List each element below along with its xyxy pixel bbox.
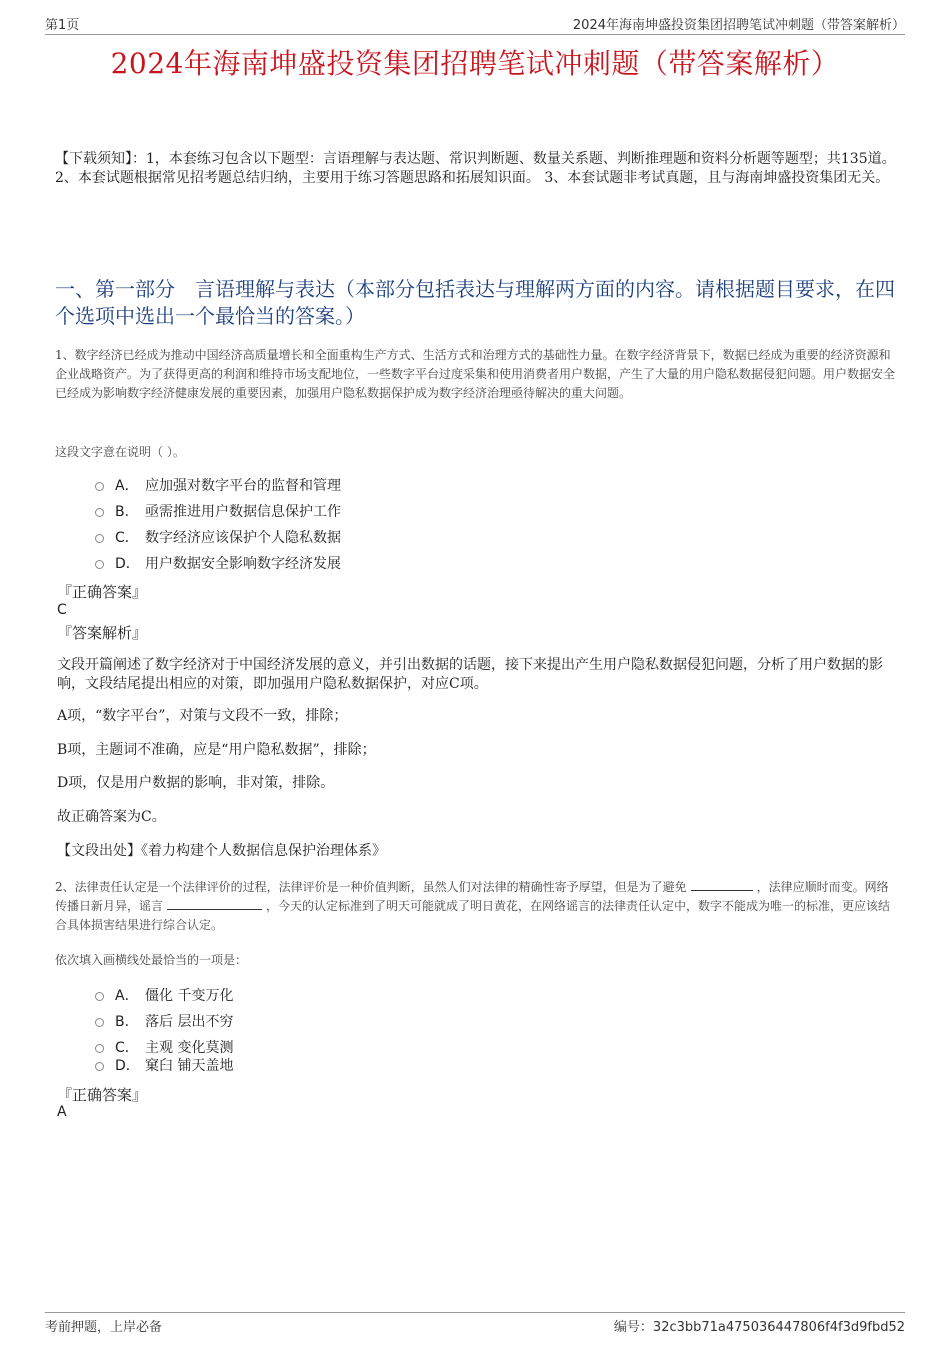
radio-icon[interactable] [95, 1044, 104, 1053]
option-text: 用户数据安全影响数字经济发展 [145, 556, 341, 572]
radio-icon[interactable] [95, 560, 104, 569]
analysis-paragraph: B项，主题词不准确，应是“用户隐私数据”，排除； [57, 742, 376, 758]
passage-source: 【文段出处】《着力构建个人数据信息保护治理体系》 [57, 843, 386, 859]
option-letter: C． [115, 1040, 139, 1056]
page-header [45, 14, 905, 35]
option-text: 窠臼 铺天盖地 [145, 1058, 234, 1074]
analysis-label: 『答案解析』 [57, 624, 148, 642]
option-letter: B． [115, 504, 139, 520]
footer-serial-number: 编号：32c3bb71a475036447806f4f3d9fbd52 [613, 1320, 905, 1335]
option-letter: A． [115, 478, 139, 494]
radio-icon[interactable] [95, 1018, 104, 1027]
analysis-paragraph: 文段开篇阐述了数字经济对于中国经济发展的意义，并引出数据的话题，接下来提出产生用户隐私数据侵犯问题，分析了用户数据的影响，文段结尾提出相应的对策，即加强用户隐私数据保护，对应C项。 [57, 657, 883, 692]
radio-icon[interactable] [95, 992, 104, 1001]
option-letter: C． [115, 530, 139, 546]
radio-icon[interactable] [95, 534, 104, 543]
question-2-stem [55, 878, 900, 935]
option-letter: D． [115, 556, 140, 572]
option-letter: B． [115, 1014, 139, 1030]
radio-icon[interactable] [95, 1062, 104, 1071]
option-text: 落后 层出不穷 [145, 1014, 234, 1030]
question-1-stem: 1、数字经济已经成为推动中国经济高质量增长和全面重构生产方式、生活方式和治理方式的基础性力量。在数字经济背景下，数据已经成为重要的经济资源和企业战略资产。为了获得更高的利润和维持市场支配地位，一些数字平台过度采集和使用消费者用户数据，产生了大量的用户隐私数据侵犯问题。用户数据安全已经成为影响数字经济健康发展的重要因素，加强用户隐私数据保护成为数字经济治理亟待解决的重大问题。 [55, 348, 896, 400]
option-letter: A． [115, 988, 139, 1004]
correct-answer-label: 『正确答案』 [57, 1086, 148, 1104]
question-2-prompt: 依次填入画横线处最恰当的一项是： [55, 953, 248, 967]
option-text: 主观 变化莫测 [145, 1040, 234, 1056]
stem-text: 2、法律责任认定是一个法律评价的过程，法律评价是一种价值判断，虽然人们对法律的精确性寄予厚望，但是为了避免 [55, 880, 687, 894]
option-text: 数字经济应该保护个人隐私数据 [145, 530, 341, 546]
radio-icon[interactable] [95, 482, 104, 491]
question-1-prompt: 这段文字意在说明（ ）。 [55, 445, 185, 459]
analysis-paragraph: A项，“数字平台”，对策与文段不一致，排除； [57, 708, 348, 724]
option-text: 应加强对数字平台的监督和管理 [145, 478, 341, 494]
document-title: 2024年海南坤盛投资集团招聘笔试冲刺题（带答案解析） [110, 47, 840, 80]
option-text: 亟需推进用户数据信息保护工作 [145, 504, 341, 520]
correct-answer-label: 『正确答案』 [57, 583, 148, 601]
radio-icon[interactable] [95, 508, 104, 517]
footer-slogan: 考前押题，上岸必备 [45, 1320, 163, 1335]
option-letter: D． [115, 1058, 140, 1074]
analysis-conclusion: 故正确答案为C。 [57, 809, 166, 825]
correct-answer: A [57, 1104, 67, 1120]
download-notice: 【下载须知】：1，本套练习包含以下题型：言语理解与表达题、常识判断题、数量关系题、判断推理题和资料分析题等题型；共135道。 2、本套试题根据常见招考题总结归纳，主要用于练习答题思路和拓展知识面。 3、本套试题非考试真题，且与海南坤盛投资集团无关。 [55, 151, 896, 186]
option-text: 僵化 千变万化 [145, 988, 234, 1004]
page-footer [45, 1312, 905, 1335]
correct-answer: C [57, 602, 67, 618]
stem-text: ，今天的认定标准到了明天可能就成了明日黄花，在网络谣言的法律责任认定中，数字不能成为唯一的标准，更应该结合具体损害结果进行综合认定。 [55, 899, 891, 932]
analysis-paragraph: D项，仅是用户数据的影响，非对策，排除。 [57, 775, 335, 791]
header-doc-title: 2024年海南坤盛投资集团招聘笔试冲刺题（带答案解析） [572, 18, 905, 33]
fill-blank [691, 878, 753, 891]
stem-text: ，法律应顺时而变。网络传播日新月异，谣言 [55, 880, 889, 913]
section-title: 一、第一部分 言语理解与表达（本部分包括表达与理解两方面的内容。请根据题目要求，在四个选项中选出一个最恰当的答案。） [55, 277, 895, 328]
fill-blank [167, 897, 262, 910]
page-number: 第1页 [45, 18, 80, 33]
